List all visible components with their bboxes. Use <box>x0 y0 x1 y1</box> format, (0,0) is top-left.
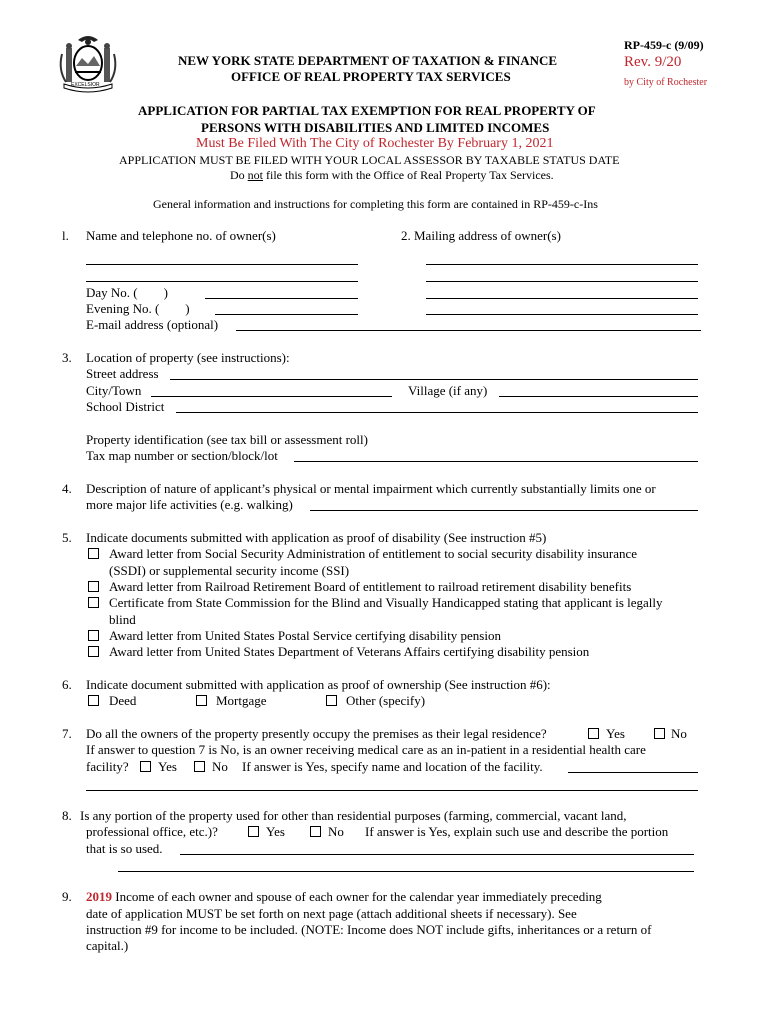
q5-label: Indicate documents submitted with application as proof of disability (See instruction #5) <box>86 530 547 545</box>
state-seal <box>56 30 120 94</box>
department-line-1: NEW YORK STATE DEPARTMENT OF TAXATION & FINANCE <box>178 53 558 68</box>
q7-yes-checkbox[interactable] <box>588 728 599 739</box>
q8-yes-label: Yes <box>266 824 285 839</box>
city-town-field[interactable] <box>151 396 392 397</box>
q9-number: 9. <box>62 889 72 904</box>
q8-line-1: Is any portion of the property used for other than residential purposes (farming, commercial, vacant land, <box>80 808 627 823</box>
q3-street-label: Street address <box>86 366 159 381</box>
q9-line-1: 2019 Income of each owner and spouse of each owner for the calendar year immediately preceding <box>86 889 602 904</box>
school-district-field[interactable] <box>176 412 698 413</box>
veterans-affairs-checkbox[interactable] <box>88 646 99 657</box>
q7-facility-label: facility? <box>86 759 129 774</box>
filing-note: Do not file this form with the Office of Real Property Tax Services. <box>230 168 554 182</box>
seal-motto: EXCELSIOR <box>71 82 100 88</box>
q3-city-label: City/Town <box>86 383 142 398</box>
mailing-address-line-4[interactable] <box>426 314 698 315</box>
q7-facility-no-label: No <box>212 759 228 774</box>
q6-label: Indicate document submitted with application as proof of ownership (See instruction #6): <box>86 677 551 692</box>
q5-opt4: Award letter from United States Postal Service certifying disability pension <box>109 628 501 643</box>
evening-phone-field[interactable] <box>215 314 358 315</box>
q7-number: 7. <box>62 726 72 741</box>
q7-facility-no-checkbox[interactable] <box>194 761 205 772</box>
q8-line-3: that is so used. <box>86 841 163 856</box>
ssdi-checkbox[interactable] <box>88 548 99 559</box>
q8-no-label: No <box>328 824 344 839</box>
q7-no-label: No <box>671 726 687 741</box>
q5-opt3-line-2: blind <box>109 612 136 627</box>
q8-no-checkbox[interactable] <box>310 826 321 837</box>
q7-yes-label: Yes <box>606 726 625 741</box>
q1-number: l. <box>62 228 69 243</box>
q7-facility-yes-label: Yes <box>158 759 177 774</box>
tax-map-field[interactable] <box>294 461 698 462</box>
revision: Rev. 9/20 <box>624 54 682 70</box>
owner-name-line-2[interactable] <box>86 281 358 282</box>
q3-number: 3. <box>62 350 72 365</box>
street-address-field[interactable] <box>170 379 698 380</box>
q8-yes-checkbox[interactable] <box>248 826 259 837</box>
mortgage-label: Mortgage <box>216 693 267 708</box>
q5-opt2: Award letter from Railroad Retirement Board of entitlement to railroad retirement disability benefits <box>109 579 632 594</box>
railroad-checkbox[interactable] <box>88 581 99 592</box>
q3-label: Location of property (see instructions): <box>86 350 290 365</box>
q5-opt1-line-1: Award letter from Social Security Administration of entitlement to social security disability insurance <box>109 546 638 561</box>
email-field[interactable] <box>236 330 701 331</box>
q5-number: 5. <box>62 530 72 545</box>
mortgage-checkbox[interactable] <box>196 695 207 706</box>
facility-name-field[interactable] <box>568 772 698 773</box>
village-field[interactable] <box>499 396 698 397</box>
q9-line-3: instruction #9 for income to be included. (NOTE: Income does NOT include gifts, inheritances or a return of <box>86 922 652 937</box>
deed-checkbox[interactable] <box>88 695 99 706</box>
form-number: RP-459-c (9/09) <box>624 38 704 52</box>
q9-line-2: date of application MUST be set forth on next page (attach additional sheets if necessary). See <box>86 906 577 921</box>
q1-email-label: E-mail address (optional) <box>86 317 219 332</box>
q4-line-2: more major life activities (e.g. walking) <box>86 497 293 512</box>
q9-line-4: capital.) <box>86 938 129 953</box>
department-line-2: OFFICE OF REAL PROPERTY TAX SERVICES <box>231 69 511 84</box>
q7-line-2: If answer to question 7 is No, is an owner receiving medical care as an in-patient in a residential health care <box>86 742 646 757</box>
q3-taxmap-label: Tax map number or section/block/lot <box>86 448 278 463</box>
q1-day-label: Day No. ( ) <box>86 285 168 300</box>
general-info: General information and instructions for completing this form are contained in RP-459-c-Ins <box>153 197 598 211</box>
q7-no-checkbox[interactable] <box>654 728 665 739</box>
postal-service-checkbox[interactable] <box>88 630 99 641</box>
q5-opt3-line-1: Certificate from State Commission for the Blind and Visually Handicapped stating that applicant is legally <box>109 595 663 610</box>
q7-facility-yes-checkbox[interactable] <box>140 761 151 772</box>
q3-propid-label: Property identification (see tax bill or assessment roll) <box>86 432 368 447</box>
filing-deadline: Must Be Filed With The City of Rochester By February 1, 2021 <box>196 136 554 151</box>
mailing-address-line-1[interactable] <box>426 264 698 265</box>
q8-number: 8. <box>62 808 72 823</box>
q8-line-2a: professional office, etc.)? <box>86 824 218 839</box>
q7-tail: If answer is Yes, specify name and location of the facility. <box>242 759 543 774</box>
q4-line-1: Description of nature of applicant’s physical or mental impairment which currently substantially limits one or <box>86 481 656 496</box>
q3-school-label: School District <box>86 399 165 414</box>
other-use-field-1[interactable] <box>180 854 694 855</box>
blind-certificate-checkbox[interactable] <box>88 597 99 608</box>
mailing-address-line-3[interactable] <box>426 298 698 299</box>
other-ownership-checkbox[interactable] <box>326 695 337 706</box>
q4-number: 4. <box>62 481 72 496</box>
deed-label: Deed <box>109 693 137 708</box>
impairment-description-field[interactable] <box>310 510 698 511</box>
q6-number: 6. <box>62 677 72 692</box>
revision-by: by City of Rochester <box>624 77 708 88</box>
mailing-address-line-2[interactable] <box>426 281 698 282</box>
q2-label: 2. Mailing address of owner(s) <box>401 228 561 243</box>
facility-location-field[interactable] <box>86 790 698 791</box>
q1-evening-label: Evening No. ( ) <box>86 301 190 316</box>
form-title-line-1: APPLICATION FOR PARTIAL TAX EXEMPTION FOR REAL PROPERTY OF <box>138 103 596 118</box>
q8-line-2b: If answer is Yes, explain such use and describe the portion <box>365 824 669 839</box>
filing-instruction: APPLICATION MUST BE FILED WITH YOUR LOCAL ASSESSOR BY TAXABLE STATUS DATE <box>119 153 620 167</box>
q5-opt1-line-2: (SSDI) or supplemental security income (SSI) <box>109 563 350 578</box>
other-ownership-label: Other (specify) <box>346 693 426 708</box>
owner-name-line-1[interactable] <box>86 264 358 265</box>
q3-village-label: Village (if any) <box>408 383 488 398</box>
day-phone-field[interactable] <box>205 298 358 299</box>
q5-opt5: Award letter from United States Department of Veterans Affairs certifying disability pension <box>109 644 590 659</box>
income-year: 2019 <box>86 889 112 904</box>
form-title-line-2: PERSONS WITH DISABILITIES AND LIMITED INCOMES <box>201 120 550 135</box>
q1-label: Name and telephone no. of owner(s) <box>86 228 276 243</box>
q7-label: Do all the owners of the property presently occupy the premises as their legal residence? <box>86 726 547 741</box>
other-use-field-2[interactable] <box>118 871 694 872</box>
